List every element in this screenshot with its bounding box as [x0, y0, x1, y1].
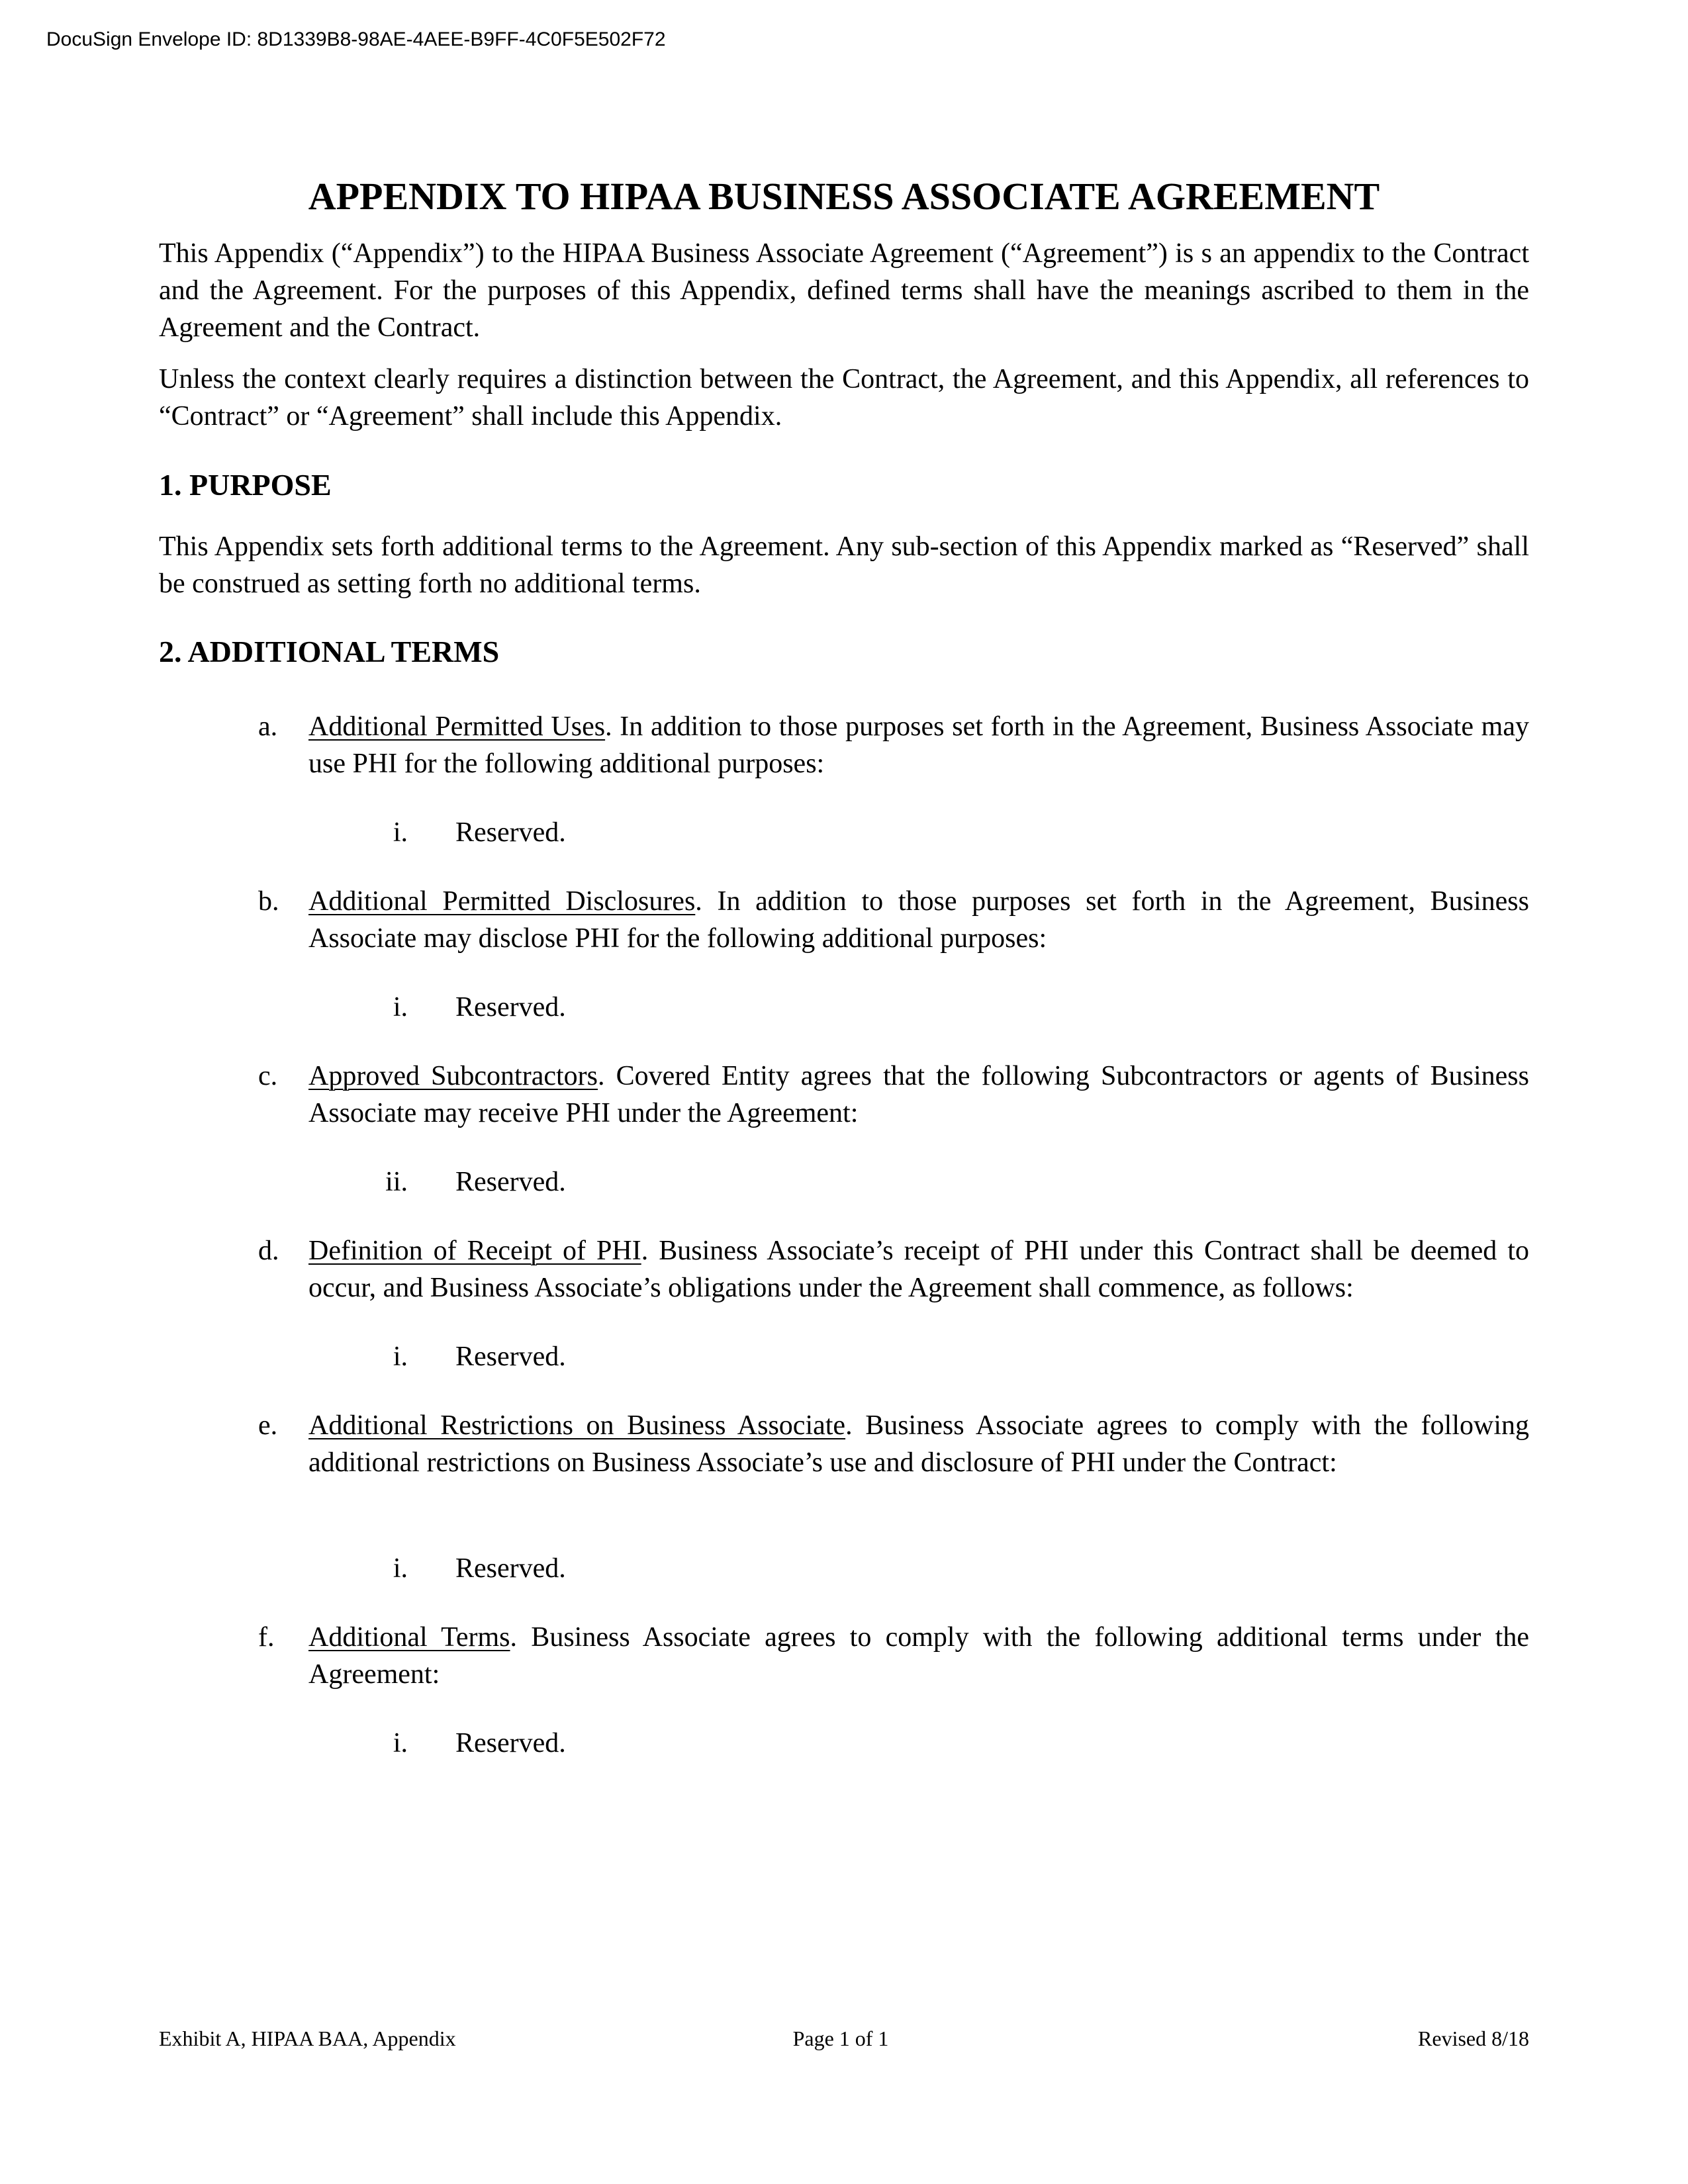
docusign-envelope-id: DocuSign Envelope ID: 8D1339B8-98AE-4AEE-B9FF-4C0F5E502F72 — [46, 28, 666, 50]
list-item-f — [258, 1619, 1529, 1693]
sub-item-text: Reserved. — [455, 992, 566, 1023]
section-1-text: This Appendix sets forth additional terms to the Agreement. Any sub-section of this Appendix marked as “Reserved” shall be construed as setting forth no additional terms. — [159, 531, 1529, 599]
sub-item-d-i — [377, 1338, 841, 1375]
sub-item-numeral: ii. — [385, 1167, 408, 1197]
list-item-c — [258, 1058, 1529, 1132]
footer-page-number: Page 1 of 1 — [792, 2026, 889, 2050]
sub-item-e-i — [377, 1550, 841, 1587]
list-item-letter: b. — [258, 886, 279, 917]
sub-item-text: Reserved. — [455, 1728, 566, 1758]
list-item-body — [308, 1232, 1529, 1306]
sub-item-text: Reserved. — [455, 1167, 566, 1197]
sub-item-numeral: i. — [393, 1342, 408, 1372]
list-item-text: . In addition to those purposes set forth in the Agreement, Business Associate may use PHI for the following additional purposes: — [308, 711, 1529, 779]
list-item-text: . Business Associate agrees to comply with the following additional restrictions on Business Associate’s use and disclosure of PHI under the Contract: — [308, 1410, 1529, 1478]
sub-item-c-ii — [377, 1163, 841, 1201]
list-item-text: . In addition to those purposes set forth in the Agreement, Business Associate may disclose PHI for the following additional purposes: — [308, 886, 1529, 954]
list-item-letter: c. — [258, 1061, 278, 1091]
list-item-text: . Covered Entity agrees that the following Subcontractors or agents of Business Associate may receive PHI under the Agreement: — [308, 1061, 1529, 1128]
defined-term: Definition of Receipt of PHI — [308, 1236, 641, 1266]
list-item-e — [258, 1407, 1529, 1481]
list-item-d — [258, 1232, 1529, 1306]
list-item-body — [308, 1407, 1529, 1481]
intro-paragraph-2: Unless the context clearly requires a distinction between the Contract, the Agreement, and this Appendix, all references to “Contract” or “Agreement” shall include this Appendix. — [159, 364, 1529, 432]
sub-item-text: Reserved. — [455, 1553, 566, 1584]
footer-left: Exhibit A, HIPAA BAA, Appendix — [159, 2026, 456, 2050]
list-item-b — [258, 883, 1529, 957]
sub-item-b-i — [377, 989, 841, 1026]
document-title: APPENDIX TO HIPAA BUSINESS ASSOCIATE AGREEMENT — [308, 175, 1380, 218]
sub-item-f-i — [377, 1725, 841, 1762]
defined-term: Approved Subcontractors — [308, 1061, 598, 1091]
list-item-letter: d. — [258, 1236, 279, 1266]
defined-term: Additional Permitted Disclosures — [308, 886, 696, 917]
intro-paragraph-1: This Appendix (“Appendix”) to the HIPAA Business Associate Agreement (“Agreement”) is s an appendix to the Contract and the Agreement. For the purposes of this Appendix, defined terms shall have the meanings ascribed to them in the Agreement and the Contract. — [159, 238, 1529, 343]
sub-item-text: Reserved. — [455, 1342, 566, 1372]
sub-item-a-i — [377, 814, 841, 851]
list-item-text: . Business Associate agrees to comply with the following additional terms under the Agreement: — [308, 1622, 1529, 1690]
list-item-body — [308, 1619, 1529, 1693]
list-item-a — [258, 708, 1529, 782]
list-item-letter: f. — [258, 1622, 275, 1653]
sub-item-numeral: i. — [393, 1728, 408, 1758]
section-2-heading: 2. ADDITIONAL TERMS — [159, 635, 500, 668]
list-item-text: . Business Associate’s receipt of PHI under this Contract shall be deemed to occur, and Business Associate’s obligations under the Agreement shall commence, as follows: — [308, 1236, 1529, 1303]
defined-term: Additional Permitted Uses — [308, 711, 606, 742]
list-item-letter: e. — [258, 1410, 278, 1441]
list-item-body — [308, 1058, 1529, 1132]
defined-term: Additional Terms — [308, 1622, 510, 1653]
list-item-letter: a. — [258, 711, 278, 742]
list-item-body — [308, 708, 1529, 782]
defined-term: Additional Restrictions on Business Associate — [308, 1410, 846, 1441]
sub-item-numeral: i. — [393, 992, 408, 1023]
sub-item-numeral: i. — [393, 817, 408, 848]
sub-item-numeral: i. — [393, 1553, 408, 1584]
list-item-body — [308, 883, 1529, 957]
sub-item-text: Reserved. — [455, 817, 566, 848]
section-1-heading: 1. PURPOSE — [159, 468, 332, 502]
footer-right: Revised 8/18 — [1418, 2026, 1529, 2050]
